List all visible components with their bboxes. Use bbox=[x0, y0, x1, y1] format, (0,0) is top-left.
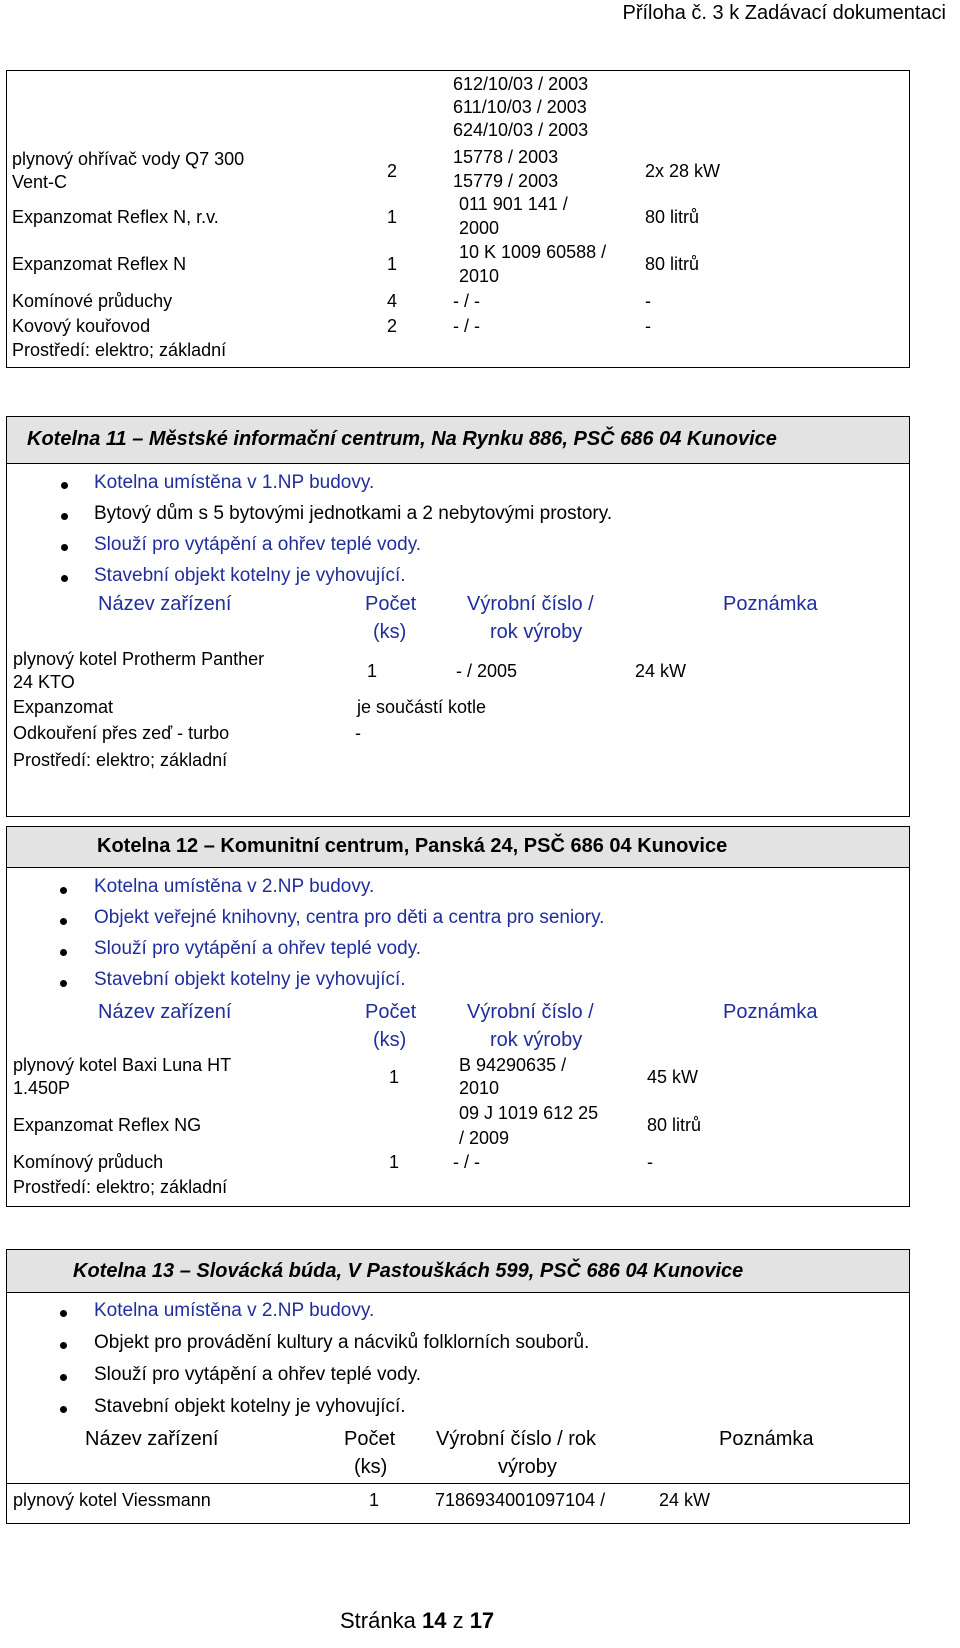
column-header-serial: rok výroby bbox=[490, 1029, 583, 1051]
table-divider bbox=[7, 1483, 909, 1484]
column-header-note: Poznámka bbox=[723, 1001, 818, 1023]
equipment-serial: 011 901 141 / bbox=[459, 194, 568, 214]
equipment-count: 1 bbox=[369, 1490, 380, 1510]
equipment-name: 1.450P bbox=[13, 1078, 71, 1098]
equipment-count: - bbox=[355, 723, 361, 743]
section-title-box bbox=[6, 826, 910, 868]
equipment-name: Vent-C bbox=[12, 172, 68, 192]
equipment-name: Odkouření přes zeď - turbo bbox=[13, 723, 230, 743]
bullet-text: Kotelna umístěna v 2.NP budovy. bbox=[94, 1300, 375, 1321]
equipment-note: - bbox=[645, 291, 651, 311]
equipment-name: plynový kotel Viessmann bbox=[13, 1490, 211, 1510]
equipment-serial: 10 K 1009 60588 / bbox=[459, 242, 607, 262]
equipment-count: 1 bbox=[387, 207, 398, 227]
equipment-serial: 2010 bbox=[459, 1078, 500, 1098]
equipment-name: 24 KTO bbox=[13, 672, 75, 692]
equipment-name: Kovový kouřovod bbox=[12, 316, 151, 336]
bullet-text: Bytový dům s 5 bytovými jednotkami a 2 nebytovými prostory. bbox=[94, 503, 613, 524]
section-title-box bbox=[6, 1249, 910, 1293]
equipment-note: 80 litrů bbox=[645, 207, 700, 227]
bullet-icon bbox=[60, 1406, 67, 1413]
equipment-count: 2 bbox=[387, 316, 398, 336]
bullet-icon bbox=[60, 949, 67, 956]
equipment-count: 1 bbox=[389, 1067, 400, 1087]
section-title-box bbox=[6, 416, 910, 464]
equipment-serial: B 94290635 / bbox=[459, 1055, 567, 1075]
column-header-name: Název zařízení bbox=[98, 1001, 232, 1023]
section-title: Kotelna 13 – Slovácká búda, V Pastouškách 599, PSČ 686 04 Kunovice bbox=[73, 1260, 744, 1282]
equipment-note: je součástí kotle bbox=[357, 697, 487, 717]
serial-line: 15778 / 2003 bbox=[453, 147, 559, 167]
column-header-name: Název zařízení bbox=[98, 593, 232, 615]
serial-line: 612/10/03 / 2003 bbox=[453, 74, 589, 94]
bullet-text: Kotelna umístěna v 1.NP budovy. bbox=[94, 472, 375, 493]
equipment-serial: - / - bbox=[453, 1152, 480, 1172]
equipment-count: 4 bbox=[387, 291, 398, 311]
serial-line: 611/10/03 / 2003 bbox=[453, 97, 587, 117]
bullet-icon bbox=[60, 980, 67, 987]
equipment-name: plynový kotel Baxi Luna HT bbox=[13, 1055, 232, 1075]
column-header-count: (ks) bbox=[373, 621, 407, 643]
column-header-count: (ks) bbox=[354, 1456, 388, 1478]
bullet-icon bbox=[60, 1374, 67, 1381]
equipment-note: 24 kW bbox=[635, 661, 687, 681]
bullet-icon bbox=[61, 482, 68, 489]
bullet-icon bbox=[60, 918, 67, 925]
document-header: Příloha č. 3 k Zadávací dokumentaci bbox=[622, 2, 946, 24]
environment-note: Prostředí: elektro; základní bbox=[13, 750, 228, 770]
equipment-note: - bbox=[647, 1152, 653, 1172]
equipment-note: - bbox=[645, 316, 651, 336]
equipment-serial: 2010 bbox=[459, 266, 500, 286]
column-header-serial: Výrobní číslo / bbox=[467, 1001, 594, 1023]
equipment-count: 1 bbox=[389, 1152, 400, 1172]
column-header-serial: Výrobní číslo / bbox=[467, 593, 594, 615]
section-title: Kotelna 11 – Městské informační centrum, Na Rynku 886, PSČ 686 04 Kunovice bbox=[27, 428, 777, 450]
equipment-name: Expanzomat Reflex N, r.v. bbox=[12, 207, 219, 227]
bullet-icon bbox=[60, 1342, 67, 1349]
bullet-icon bbox=[61, 544, 68, 551]
column-header-serial: výroby bbox=[498, 1456, 557, 1478]
equipment-note: 2x 28 kW bbox=[645, 161, 721, 181]
column-header-note: Poznámka bbox=[719, 1428, 814, 1450]
section-body bbox=[6, 463, 910, 817]
environment-note: Prostředí: elektro; základní bbox=[12, 340, 227, 360]
column-header-count: Počet bbox=[365, 1001, 417, 1023]
equipment-name: Expanzomat bbox=[13, 697, 114, 717]
equipment-serial: 2000 bbox=[459, 218, 500, 238]
equipment-name: Komínové průduchy bbox=[12, 291, 173, 311]
equipment-count: 1 bbox=[367, 661, 378, 681]
bullet-icon bbox=[61, 513, 68, 520]
equipment-name: plynový ohřívač vody Q7 300 bbox=[12, 149, 245, 169]
environment-note: Prostředí: elektro; základní bbox=[13, 1177, 228, 1197]
equipment-note: 80 litrů bbox=[645, 254, 700, 274]
bullet-text: Stavební objekt kotelny je vyhovující. bbox=[94, 565, 406, 586]
equipment-count: 1 bbox=[387, 254, 398, 274]
bullet-text: Stavební objekt kotelny je vyhovující. bbox=[94, 1396, 406, 1417]
equipment-serial: 7186934001097104 / bbox=[435, 1490, 606, 1510]
bullet-icon bbox=[61, 575, 68, 582]
bullet-text: Slouží pro vytápění a ohřev teplé vody. bbox=[94, 938, 422, 959]
bullet-text: Slouží pro vytápění a ohřev teplé vody. bbox=[94, 534, 422, 555]
equipment-serial: - / - bbox=[453, 291, 480, 311]
section-body bbox=[6, 867, 910, 1207]
equipment-note: 24 kW bbox=[659, 1490, 711, 1510]
column-header-serial: rok výroby bbox=[490, 621, 583, 643]
bullet-text: Objekt veřejné knihovny, centra pro děti a centra pro seniory. bbox=[94, 907, 605, 928]
equipment-serial: 09 J 1019 612 25 bbox=[459, 1103, 599, 1123]
equipment-note: 80 litrů bbox=[647, 1115, 702, 1135]
column-header-note: Poznámka bbox=[723, 593, 818, 615]
column-header-count: (ks) bbox=[373, 1029, 407, 1051]
footer-prefix: Stránka bbox=[340, 1608, 416, 1633]
page-footer bbox=[340, 1608, 494, 1634]
equipment-serial: - / - bbox=[453, 316, 480, 336]
bullet-icon bbox=[60, 887, 67, 894]
footer-page-number: 14 bbox=[421, 1608, 447, 1633]
footer-page-total: 17 bbox=[469, 1608, 495, 1633]
equipment-name: Expanzomat Reflex NG bbox=[13, 1115, 202, 1135]
section-body bbox=[6, 1292, 910, 1524]
equipment-name: Komínový průduch bbox=[13, 1152, 164, 1172]
bullet-text: Kotelna umístěna v 2.NP budovy. bbox=[94, 876, 375, 897]
column-header-name: Název zařízení bbox=[85, 1428, 219, 1450]
section-title: Kotelna 12 – Komunitní centrum, Panská 24, PSČ 686 04 Kunovice bbox=[97, 835, 728, 857]
equipment-serial: - / 2005 bbox=[456, 661, 518, 681]
equipment-name: plynový kotel Protherm Panther bbox=[13, 649, 265, 669]
bullet-text: Stavební objekt kotelny je vyhovující. bbox=[94, 969, 406, 990]
equipment-table-top bbox=[6, 70, 910, 368]
equipment-serial: / 2009 bbox=[459, 1128, 510, 1148]
equipment-note: 45 kW bbox=[647, 1067, 699, 1087]
column-header-count: Počet bbox=[344, 1428, 396, 1450]
column-header-count: Počet bbox=[365, 593, 417, 615]
bullet-text: Slouží pro vytápění a ohřev teplé vody. bbox=[94, 1364, 422, 1385]
bullet-icon bbox=[60, 1310, 67, 1317]
equipment-count: 2 bbox=[387, 161, 398, 181]
bullet-text: Objekt pro provádění kultury a nácviků folklorních souborů. bbox=[94, 1332, 590, 1353]
column-header-serial: Výrobní číslo / rok bbox=[436, 1428, 597, 1450]
footer-mid: z bbox=[452, 1608, 464, 1633]
equipment-name: Expanzomat Reflex N bbox=[12, 254, 187, 274]
serial-line: 624/10/03 / 2003 bbox=[453, 120, 589, 140]
serial-line: 15779 / 2003 bbox=[453, 171, 559, 191]
